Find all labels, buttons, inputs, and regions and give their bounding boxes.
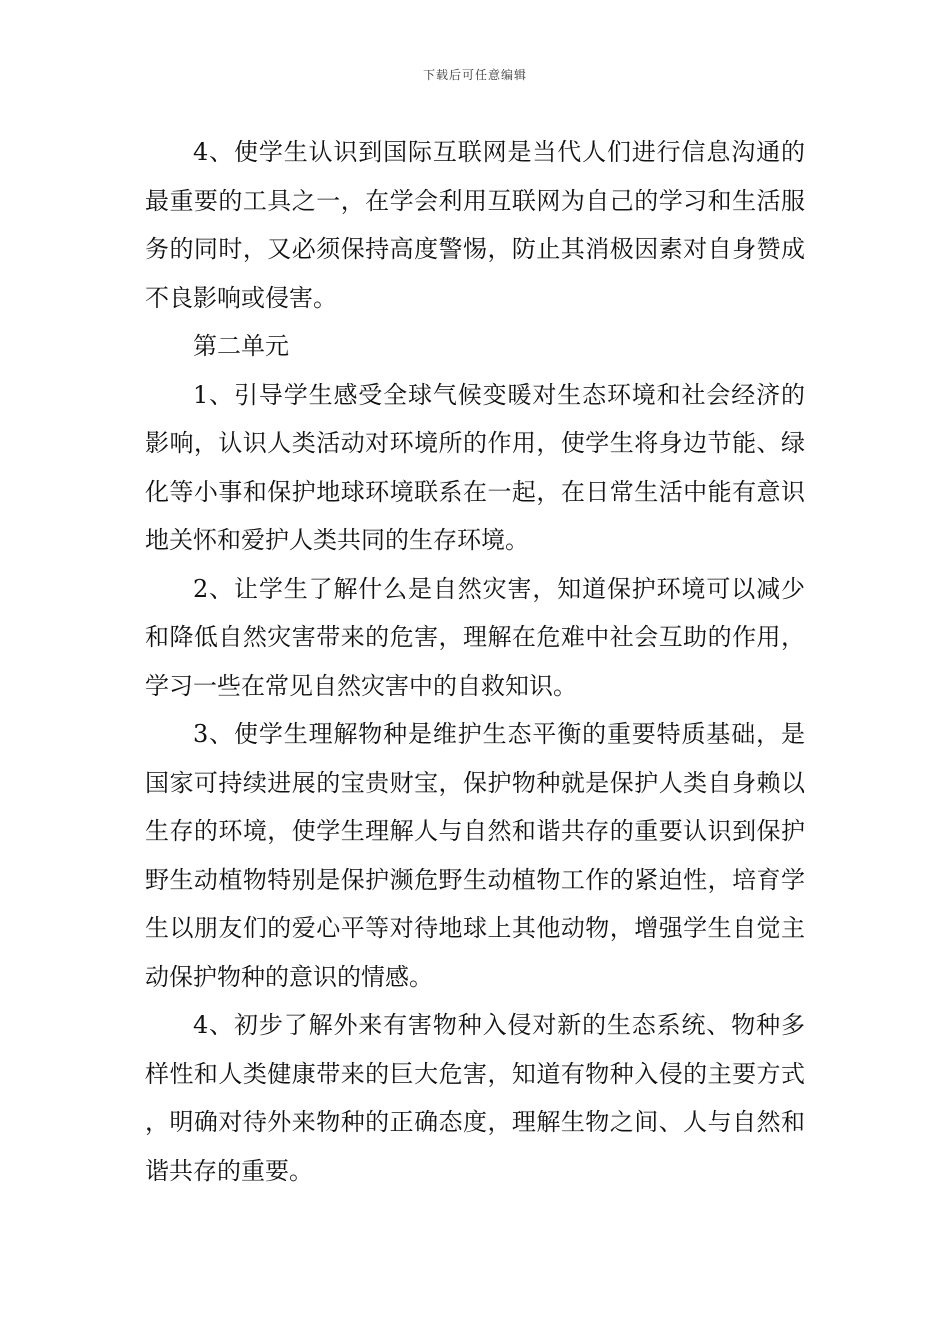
section-heading-unit-2: 第二单元 <box>193 332 289 360</box>
document-body <box>145 128 805 1195</box>
header-note: 下载后可任意编辑 <box>422 68 527 82</box>
paragraph-item-4-internet: 4、使学生认识到国际互联网是当代人们进行信息沟通的最重要的工具之一，在学会利用互联网为自己的学习和生活服务的同时，又必须保持高度警惕，防止其消极因素对自身赞成不良影响或侵害。 <box>145 138 805 312</box>
paragraph-item-2-disasters: 2、让学生了解什么是自然灾害，知道保护环境可以减少和降低自然灾害带来的危害，理解在危难中社会互助的作用，学习一些在常见自然灾害中的自救知识。 <box>145 574 805 700</box>
paragraph-item-3-species: 3、使学生理解物种是维护生态平衡的重要特质基础，是国家可持续进展的宝贵财宝，保护物种就是保护人类自身赖以生存的环境，使学生理解人与自然和谐共存的重要认识到保护野生动植物特别是保护濒危野生动植物工作的紧迫性，培育学生以朋友们的爱心平等对待地球上其他动物，增强学生自觉主动保护物种的意识的情感。 <box>145 720 805 991</box>
paragraph-item-4-invasive-species: 4、初步了解外来有害物种入侵对新的生态系统、物种多样性和人类健康带来的巨大危害，知道有物种入侵的主要方式，明确对待外来物种的正确态度，理解生物之间、人与自然和谐共存的重要。 <box>145 1011 805 1185</box>
paragraph-item-1-climate: 1、引导学生感受全球气候变暖对生态环境和社会经济的影响，认识人类活动对环境所的作用，使学生将身边节能、绿化等小事和保护地球环境联系在一起，在日常生活中能有意识地关怀和爱护人类共同的生存环境。 <box>145 380 805 554</box>
